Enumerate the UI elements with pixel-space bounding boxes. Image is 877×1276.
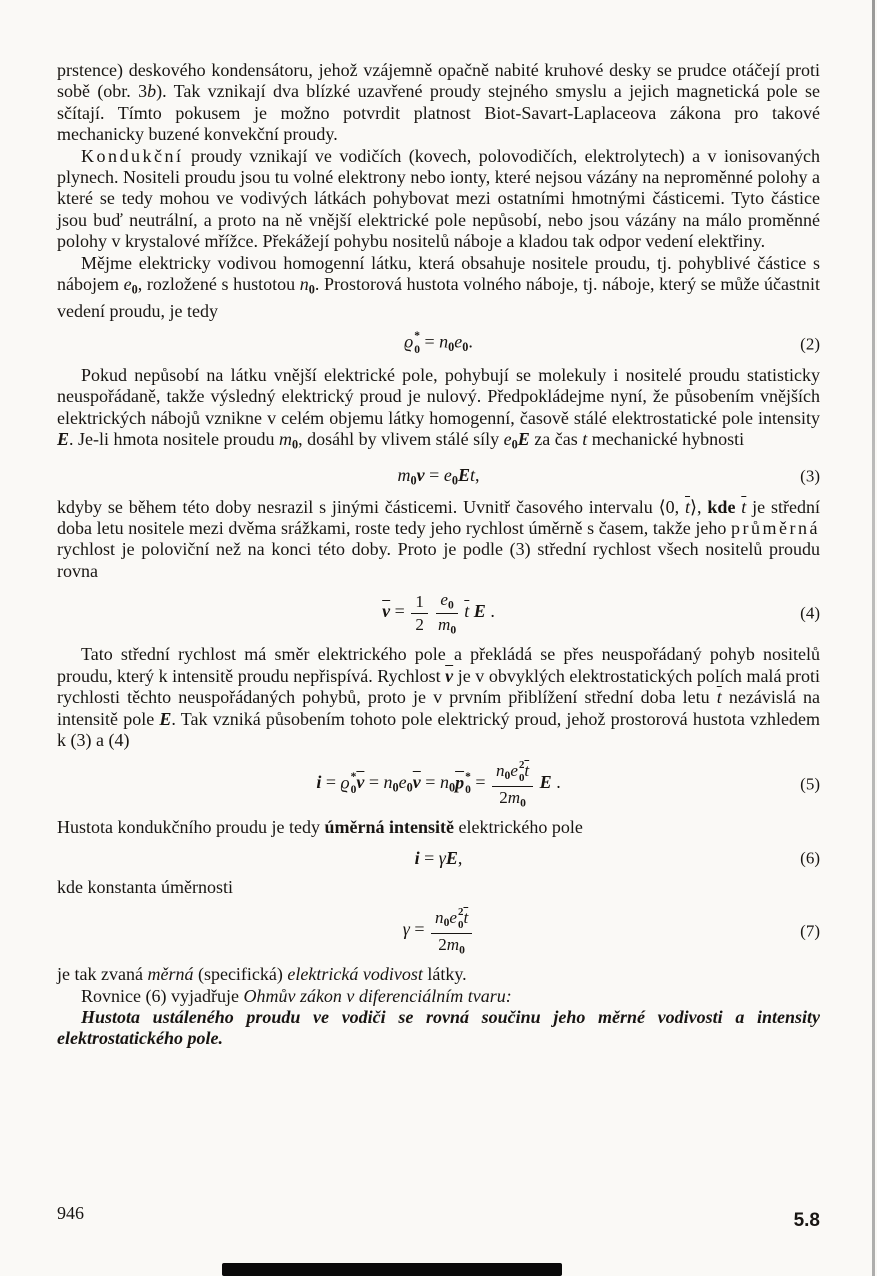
text-run: e: [398, 772, 407, 793]
text-run: 0: [392, 780, 399, 795]
text-run: je tak zvaná: [57, 964, 148, 985]
text-run: je střední doba letu nositele mezi dvěma srážkami, roste tedy jeho rychlost úměrně s časem, takže jeho: [57, 496, 821, 538]
equation: [57, 464, 820, 489]
fraction: [436, 590, 457, 636]
page-edge-shadow: [872, 0, 875, 1276]
text-run: e: [440, 590, 448, 610]
text-run: e: [123, 274, 132, 295]
equation-body: [403, 906, 474, 956]
text-run: $\overline{t}$: [463, 908, 469, 928]
text-run: 0: [450, 623, 457, 636]
text-run: 2: [499, 787, 508, 807]
text-run: Hustota kondukčního proudu je tedy: [57, 817, 325, 838]
text-run: Rovnice (6) vyjadřuje: [81, 985, 244, 1006]
paragraph: [57, 497, 820, 583]
text-run: 0: [448, 780, 456, 795]
text-run: rychlost je poloviční než na konci této doby. Proto je podle (3) střední rychlost všech nositelů proudu rovna: [57, 539, 820, 581]
equation-body: [398, 464, 480, 489]
text-run: n: [496, 761, 505, 781]
text-run: Hustota ustáleného proudu ve vodiči se rovná součinu jeho měrné vodivosti a intensity elektrostatického pole.: [57, 1007, 820, 1049]
text-run: 0: [504, 769, 511, 783]
text-run: měrná: [147, 964, 194, 985]
text-run: v: [416, 464, 425, 485]
text-run: $\overline{v}$: [382, 601, 391, 622]
text-run: 0: [447, 598, 454, 612]
text-run: m: [446, 934, 460, 954]
symbol-with-indices: ϱ * 0: [340, 771, 357, 797]
text-run: průměrná: [731, 517, 820, 538]
text-run: =: [419, 847, 439, 868]
text-run: 0: [443, 916, 450, 930]
text-run: elektrická vodivost: [287, 964, 423, 985]
text-run: [430, 601, 435, 621]
text-run: n: [299, 274, 309, 295]
text-run: je v obvyklých elektrostatických polích malá proti rychlosti těchto neuspořádaných pohybů, proto je v prvním přiblížení střední doba letu: [57, 665, 820, 708]
text-run: e: [443, 464, 452, 485]
equation: [57, 847, 820, 870]
text-run: t: [582, 428, 588, 449]
text-run: Mějme elektricky vodivou homogenní látku, která obsahuje nositele proudu, tj. pohyblivé částice s nábojem: [57, 252, 820, 295]
symbol-with-indices: e 2 0: [510, 759, 525, 784]
text-run: 0: [451, 473, 458, 488]
text-run: t: [469, 464, 475, 485]
text-run: 2: [438, 934, 447, 954]
text-run: Pokud nepůsobí na látku vnější elektrické pole, pohybují se molekuly i nositelé proudu statisticky neuspořádaně, takže výsledný elektrický proud je nulový. Předpokládejme nyní, že působením vnějších elektrických nábojů vznikne v celém objemu látky homogenní, časově stálé elektrostatické pole intensity: [57, 364, 820, 428]
text-run: $\overline{v}$: [356, 772, 365, 793]
text-run: Ohmův zákon v diferenciálním tvaru:: [243, 985, 512, 1006]
text-run: ,: [457, 847, 463, 868]
text-run: látky.: [422, 964, 467, 985]
text-run: $\overline{v}$: [412, 772, 421, 793]
text-run: prstence) deskového kondensátoru, jehož vzájemně opačně nabité kruhové desky se prudce otáčejí proti sobě (obr. 3: [57, 60, 820, 102]
equation: [57, 906, 820, 956]
paragraph: [57, 877, 820, 898]
paragraph: [57, 964, 820, 985]
text-run: E: [539, 772, 552, 793]
text-run: E: [57, 428, 70, 449]
text-run: mechanické hybnosti: [587, 428, 745, 449]
section-number: 5.8: [793, 1210, 820, 1231]
text-run: .: [551, 772, 561, 793]
scan-artifact-bar: [222, 1263, 562, 1276]
equation-number: (2): [800, 333, 820, 353]
text-run: n: [383, 772, 393, 793]
text-run: $\overline{t}$: [685, 496, 691, 517]
paragraph: [57, 146, 820, 253]
text-run: 0: [291, 437, 299, 452]
text-run: 0: [308, 282, 315, 297]
text-run: i: [414, 847, 420, 868]
text-run: =: [390, 601, 410, 622]
equation-body: [404, 330, 473, 356]
text-run: 1: [415, 592, 424, 612]
text-run: =: [409, 919, 430, 940]
paragraph: [57, 986, 820, 1007]
text-run: e: [503, 428, 512, 449]
equation-body: [316, 759, 560, 809]
fraction: [411, 592, 428, 634]
text-run: =: [364, 772, 384, 793]
paragraph: [57, 60, 820, 146]
page-content: [57, 60, 820, 1050]
text-run: .: [468, 331, 473, 352]
text-run: n: [439, 331, 449, 352]
text-run: E: [159, 708, 172, 729]
paragraph: [57, 644, 820, 751]
text-run: γ: [438, 847, 446, 868]
text-run: =: [470, 772, 490, 793]
symbol-with-indices: ϱ * 0: [404, 330, 420, 356]
text-run: elektrického pole: [453, 817, 583, 838]
equation: [57, 590, 820, 636]
equation-number: (5): [800, 774, 820, 794]
text-run: γ: [402, 919, 410, 940]
text-run: , rozložené s hustotou: [137, 274, 300, 295]
paragraph: [57, 253, 820, 323]
text-run: $\overline{t}$: [524, 761, 530, 781]
equation-number: (4): [800, 603, 820, 623]
text-run: E: [445, 847, 458, 868]
text-run: nezávislá na intensitě pole: [57, 687, 821, 729]
paragraph: [57, 817, 820, 838]
text-run: e: [454, 331, 463, 352]
text-run: b: [147, 81, 157, 102]
text-run: E: [517, 428, 530, 449]
text-run: Kondukční: [81, 145, 184, 166]
text-run: za čas: [529, 428, 583, 449]
text-run: =: [420, 772, 440, 793]
text-run: =: [321, 772, 341, 793]
equation-number: (3): [800, 466, 820, 486]
equation-body: [382, 590, 495, 636]
text-run: 0: [448, 340, 455, 355]
paragraph: [57, 1007, 820, 1050]
text-run: 0: [511, 437, 518, 452]
paragraph: [57, 365, 820, 456]
text-run: úměrná intensitě: [324, 817, 454, 838]
text-run: ). Tak vznikají dva blízké uzavřené proudy stejného smyslu a jejich magnetická pole se sčítají. Tímto pokusem je možno potvrdit platnost Biot-Savart-Laplaceova zákona pro takové mechanicky buzené konvekční proudy.: [57, 81, 820, 145]
text-run: Tato střední rychlost má směr elektrického pole a překládá se přes neuspořádaný pohyb nositelů proudu, který k intensitě proudu nepřispívá. Rychlost: [57, 644, 820, 686]
text-run: n: [435, 908, 444, 928]
text-run: E: [457, 464, 470, 485]
text-run: $\overline{t}$: [464, 601, 470, 622]
text-run: . Je-li hmota nositele proudu: [69, 428, 279, 449]
text-run: =: [420, 331, 440, 352]
text-run: n: [439, 772, 449, 793]
fraction: [492, 759, 533, 809]
text-run: 0: [520, 795, 526, 809]
text-run: , dosáhl by vlivem stálé síly: [298, 428, 504, 449]
text-run: . Tak vzniká působením tohoto pole elektrický proud, jehož prostorová hustota vzhledem k (3) a (4): [57, 708, 820, 750]
text-run: $\overline{t}$: [716, 687, 722, 708]
text-run: ,: [474, 464, 480, 485]
text-run: m: [397, 464, 411, 485]
symbol-with-indices: e 2 0: [449, 906, 464, 932]
text-run: m: [437, 614, 451, 634]
text-run: . Prostorová hustota volného náboje, tj. náboje, který se může účastnit vedení proudu, je tedy: [57, 274, 821, 321]
text-run: =: [424, 464, 444, 485]
text-run: 0: [459, 942, 465, 956]
text-run: 0: [131, 282, 138, 297]
equation-number: (7): [800, 921, 820, 941]
text-run: proudy vznikají ve vodičích (kovech, polovodičích, elektrolytech) a v ionisovaných plynech. Nositeli proudu jsou tu volné elektrony nebo ionty, které nejsou vázány na neproměnné polohy a které se tedy mohou ve vodivých látkách pohybovat mezi ostatními hmotnými částicemi. Tyto částice jsou buď neutrální, a proto na ně vnější elektrické pole nepůsobí, nebo jsou vázány na málo proměnné polohy v krystalové mřížce. Překážejí pohybu nositelů náboje a kladou tak odpor vedení elektřiny.: [57, 145, 820, 252]
text-run: .: [485, 601, 495, 622]
text-run: 0: [410, 473, 417, 488]
text-run: m: [507, 787, 521, 807]
text-run: (specifická): [193, 964, 288, 985]
equation: [57, 330, 820, 356]
text-run: ⟩,: [690, 496, 708, 517]
text-run: 2: [415, 614, 424, 634]
text-run: i: [316, 772, 322, 793]
text-run: m: [278, 428, 292, 449]
text-run: $\overline{t}$: [741, 496, 747, 517]
text-run: kde: [707, 496, 742, 517]
equation-number: (6): [800, 848, 820, 868]
page-number: 946: [57, 1203, 84, 1223]
text-run: 0: [406, 780, 413, 795]
equation: [57, 759, 820, 809]
text-run: 0: [462, 340, 469, 355]
equation-body: [415, 847, 463, 870]
text-run: E: [473, 601, 486, 622]
text-run: kdyby se během této doby nesrazil s jinými částicemi. Uvnitř časového intervalu ⟨0,: [57, 496, 686, 517]
symbol-with-indices: $\overline{p}$ * 0: [455, 771, 471, 797]
fraction: [431, 906, 472, 956]
text-run: $\overline{v}$: [445, 665, 454, 686]
text-run: kde konstanta úměrnosti: [57, 877, 233, 898]
